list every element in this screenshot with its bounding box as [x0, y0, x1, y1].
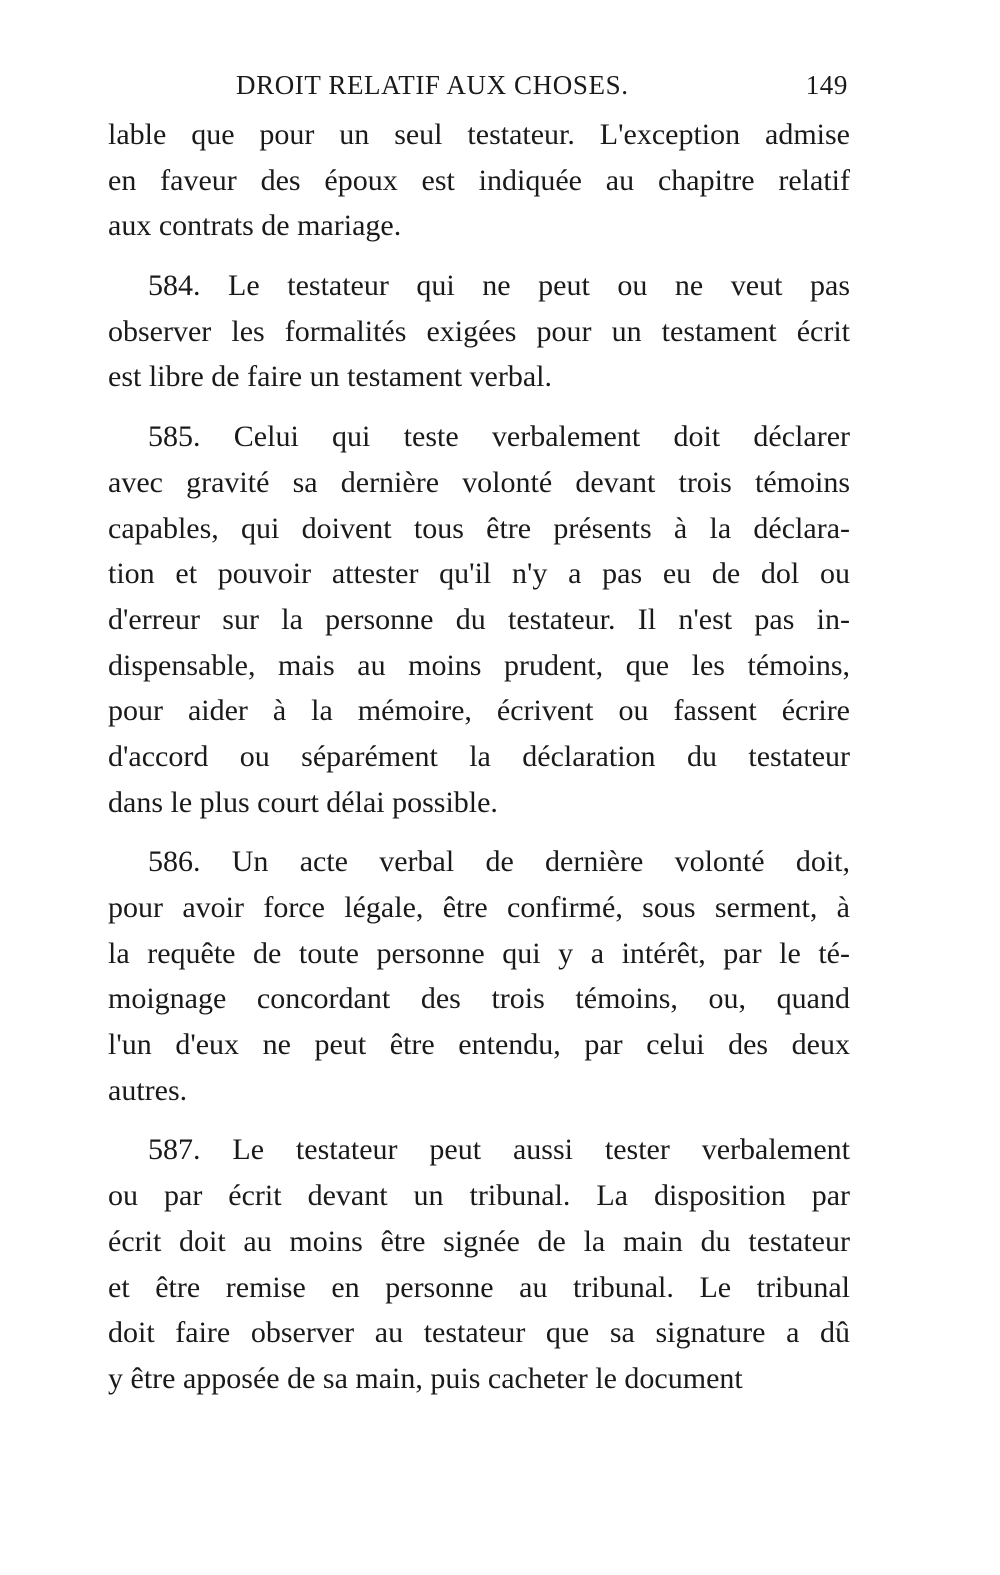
- page-number: 149: [805, 70, 848, 100]
- text-line: d'erreur sur la personne du testateur. Il n'est pas in-: [108, 602, 850, 636]
- text-line: avec gravité sa dernière volonté devant trois témoins: [108, 465, 850, 499]
- text-line: 587. Le testateur peut aussi tester verbalement: [148, 1133, 850, 1167]
- text-line: aux contrats de mariage.: [108, 209, 402, 243]
- paragraph: [108, 414, 850, 825]
- text-line: observer les formalités exigées pour un testament écrit: [108, 314, 850, 348]
- paragraph-gap: [108, 400, 850, 414]
- text-line: d'accord ou séparément la déclaration du testateur: [108, 739, 850, 773]
- body-text: [108, 112, 850, 1402]
- text-line: pour aider à la mémoire, écrivent ou fassent écrire: [108, 694, 850, 728]
- text-line: capables, qui doivent tous être présents à la déclara-: [108, 511, 850, 545]
- text-line: la requête de toute personne qui y a intérêt, par le té-: [108, 936, 850, 970]
- text-line: 586. Un acte verbal de dernière volonté doit,: [148, 845, 850, 879]
- text-line: dans le plus court délai possible.: [108, 785, 498, 819]
- text-line: dispensable, mais au moins prudent, que les témoins,: [108, 648, 850, 682]
- text-line: 584. Le testateur qui ne peut ou ne veut pas: [148, 269, 850, 303]
- running-head: [108, 70, 850, 110]
- paragraph-gap: [108, 825, 850, 839]
- paragraph-gap: [108, 1113, 850, 1127]
- text-line: écrit doit au moins être signée de la main du testateur: [108, 1224, 850, 1258]
- text-line: doit faire observer au testateur que sa signature a dû: [108, 1316, 850, 1350]
- paragraph: [108, 839, 850, 1113]
- text-line: y être apposée de sa main, puis cacheter le document: [108, 1361, 743, 1395]
- text-line: 585. Celui qui teste verbalement doit déclarer: [148, 420, 850, 454]
- text-line: lable que pour un seul testateur. L'exception admise: [108, 118, 850, 151]
- paragraph: [108, 1127, 850, 1401]
- text-line: ou par écrit devant un tribunal. La disposition par: [108, 1179, 850, 1213]
- text-line: tion et pouvoir attester qu'il n'y a pas eu de dol ou: [108, 557, 850, 591]
- paragraph-gap: [108, 249, 850, 263]
- text-line: pour avoir force légale, être confirmé, sous serment, à: [108, 891, 850, 924]
- running-title: DROIT RELATIF AUX CHOSES.: [236, 70, 629, 100]
- text-line: et être remise en personne au tribunal. Le tribunal: [108, 1270, 850, 1304]
- text-line: en faveur des époux est indiquée au chapitre relatif: [108, 163, 850, 197]
- text-line: l'un d'eux ne peut être entendu, par celui des deux: [108, 1028, 850, 1062]
- text-line: est libre de faire un testament verbal.: [108, 360, 552, 394]
- text-line: autres.: [108, 1073, 188, 1107]
- paragraph: [108, 112, 850, 249]
- paragraph: [108, 263, 850, 400]
- text-line: moignage concordant des trois témoins, ou, quand: [108, 982, 850, 1016]
